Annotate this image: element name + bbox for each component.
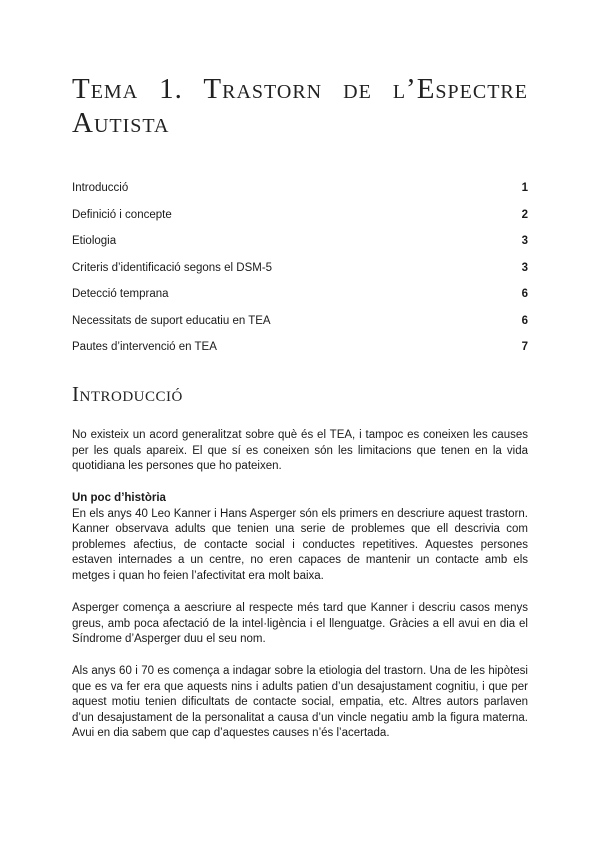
toc-entry[interactable] (72, 308, 528, 335)
toc-entry-label: Definició i concepte (72, 208, 172, 221)
toc-entry-page: 6 (521, 288, 528, 301)
toc-entry-page: 3 (521, 235, 528, 248)
toc-entry-label: Introducció (72, 182, 129, 195)
toc-entry-label: Criteris d’identificació segons el DSM-5 (72, 261, 273, 274)
toc-entry-page: 6 (521, 314, 528, 327)
toc-entry[interactable] (72, 228, 528, 255)
toc-entry-label: Necessitats de suport educatiu en TEA (72, 314, 271, 327)
document-title: Tema 1. Trastorn de l’Espectre Autista (72, 73, 528, 139)
asperger-paragraph: Asperger comença a aescriure al respecte més tard que Kanner i descriu casos menys greus, amb poca afectació de la intel·ligència i el llenguatge. Gràcies a ell avui en dia el Síndrome d’Asperger duu el seu nom. (72, 602, 528, 646)
history-block (72, 491, 528, 585)
toc-entry[interactable] (72, 334, 528, 361)
etiology-paragraph: Als anys 60 i 70 es comença a indagar sobre la etiologia del trastorn. Una de les hipòtesi que es va fer era que aquests nins i adults patien d’un desajustament cognitiu, i que per aquest motiu tenien dificultats de contacte social, empatia, etc. Altres autors parlaven d’un desajustament de la personalitat a causa d’un vincle negatiu amb la figura materna. Avui en dia sabem que cap d’aquestes causes n’és l’acertada. (72, 665, 528, 740)
toc-entry-page: 7 (521, 341, 528, 354)
toc-entry[interactable] (72, 255, 528, 282)
table-of-contents (72, 175, 528, 361)
toc-entry-page: 1 (521, 182, 528, 195)
toc-entry-page: 3 (521, 261, 528, 274)
history-paragraph: En els anys 40 Leo Kanner i Hans Asperger són els primers en descriure aquest trastorn. Kanner observava adults que tenien una serie de problemes que ell descrivia com problemes afectius, de contacte social i conductes repetitives. Aquestes persones estaven internades a un centre, no eren capaces de mantenir un contacte amb els metges i quan ho feien l’afectivitat era molt baixa. (72, 507, 528, 582)
history-subheading: Un poc d’història (72, 492, 166, 504)
intro-paragraph: No existeix un acord generalitzat sobre què és el TEA, i tampoc es coneixen les causes per les quals apareix. El que sí es coneixen són les limitacions que tenen en la vida quotidiana les persones que ho pateixen. (72, 429, 528, 473)
toc-entry-label: Detecció temprana (72, 288, 169, 301)
toc-entry[interactable] (72, 202, 528, 229)
toc-entry-label: Pautes d’intervenció en TEA (72, 341, 217, 354)
toc-entry[interactable] (72, 281, 528, 308)
section-heading-introduccio: Introducció (72, 382, 183, 406)
toc-entry[interactable] (72, 175, 528, 202)
toc-entry-page: 2 (521, 208, 528, 221)
toc-entry-label: Etiologia (72, 235, 117, 248)
